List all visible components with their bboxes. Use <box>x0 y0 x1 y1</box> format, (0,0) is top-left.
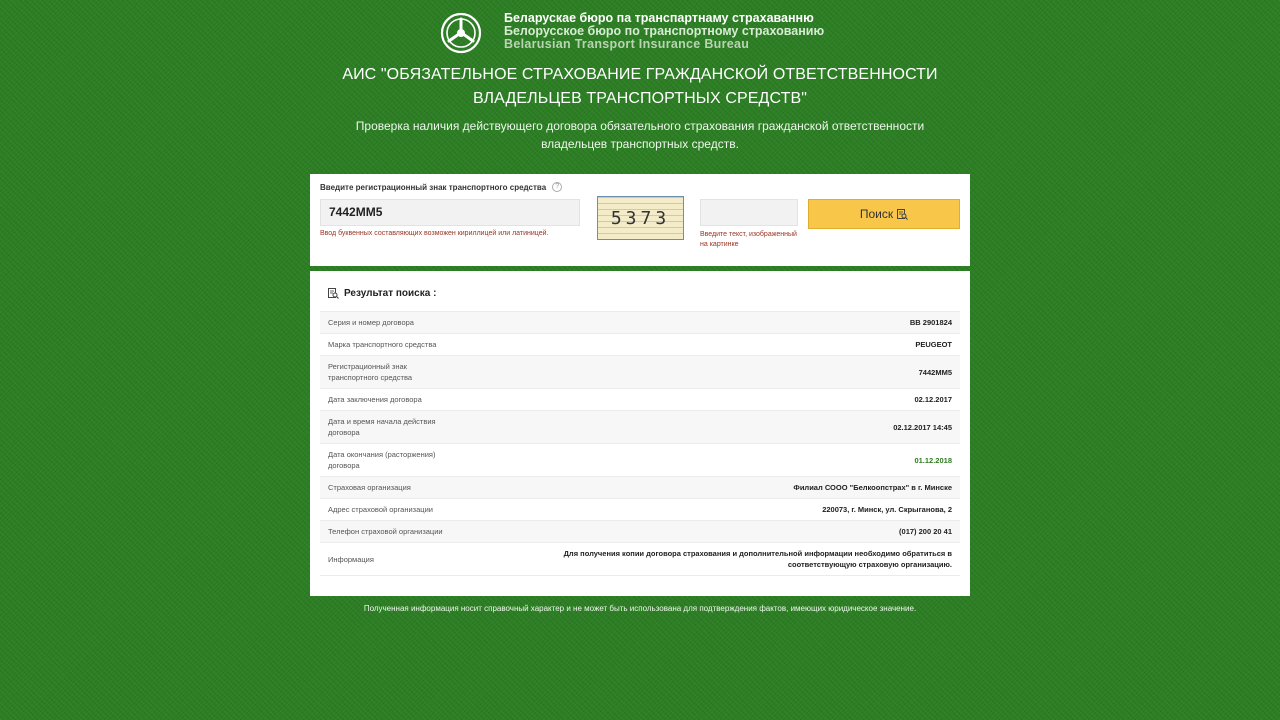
row-label: Адрес страховой организации <box>328 505 433 514</box>
table-row <box>320 411 960 444</box>
reg-number-label <box>320 182 562 192</box>
row-value: 7442MM5 <box>918 367 952 377</box>
brand-names <box>504 12 824 51</box>
row-value: Для получения копии договора страхования и дополнительной информации необходимо обратиться в соответствующую страховую организацию. <box>563 549 952 569</box>
reg-number-hint: Ввод буквенных составляющих возможен кириллицей или латиницей. <box>320 230 549 237</box>
row-label: Информация <box>328 554 374 564</box>
page-subtitle <box>0 117 1280 153</box>
row-value: 02.12.2017 14:45 <box>893 422 952 432</box>
table-row <box>320 356 960 389</box>
captcha-image: 5373 <box>597 196 684 240</box>
row-label: Страховая организация <box>328 483 411 492</box>
result-table <box>320 311 960 576</box>
captcha-input[interactable] <box>700 199 798 226</box>
row-value: PEUGEOT <box>915 340 952 349</box>
row-value: (017) 200 20 41 <box>899 527 952 536</box>
row-label: Дата окончания (расторжения) договора <box>328 450 436 470</box>
captcha-hint <box>700 230 800 250</box>
row-label: Дата и время начала действия договора <box>328 417 436 437</box>
row-value-end-date: 01.12.2018 <box>914 455 952 465</box>
captcha-hint-text: Введите текст, изображенный на картинке <box>700 231 797 248</box>
row-label: Серия и номер договора <box>328 318 414 327</box>
reg-number-label-text: Введите регистрационный знак транспортного средства <box>320 182 547 192</box>
table-row <box>320 477 960 499</box>
reg-number-input[interactable]: 7442MM5 <box>320 199 580 226</box>
page-subtitle-text: Проверка наличия действующего договора обязательного страхования гражданской ответственности владельцев транспортных средств. <box>355 119 925 151</box>
row-label: Регистрационный знак транспортного средства <box>328 362 413 382</box>
row-value: Филиал СООО "Белкоопстрах" в г. Минске <box>793 483 952 492</box>
brand-line-ru: Белорусское бюро по транспортному страхованию <box>504 24 825 38</box>
table-row <box>320 389 960 411</box>
search-button[interactable] <box>808 199 960 229</box>
help-icon[interactable]: ? <box>552 182 562 192</box>
row-value: BB 2901824 <box>909 318 952 327</box>
table-row <box>320 334 960 356</box>
search-result-panel <box>310 271 970 596</box>
steering-wheel-logo-icon <box>440 12 482 54</box>
row-value: 220073, г. Минск, ул. Скрыганова, 2 <box>822 505 952 514</box>
brand-line-be: Беларускае бюро па транспартнаму страхаванню <box>504 11 814 25</box>
table-row <box>320 444 960 477</box>
result-header <box>328 288 436 299</box>
table-row <box>320 312 960 334</box>
table-row <box>320 499 960 521</box>
search-button-label: Поиск <box>859 207 894 221</box>
row-value: 02.12.2017 <box>914 395 952 404</box>
document-search-icon <box>328 288 339 299</box>
row-label: Марка транспортного средства <box>328 340 437 349</box>
result-header-text: Результат поиска : <box>344 288 437 299</box>
document-search-icon <box>897 209 908 220</box>
page-title-text: АИС "ОБЯЗАТЕЛЬНОЕ СТРАХОВАНИЕ ГРАЖДАНСКОЙ ОТВЕТСТВЕННОСТИ ВЛАДЕЛЬЦЕВ ТРАНСПОРТНЫХ СРЕДСТВ" <box>342 66 938 107</box>
page-title <box>0 63 1280 111</box>
row-label: Дата заключения договора <box>328 395 422 404</box>
disclaimer-footer: Полученная информация носит справочный характер и не может быть использована для подтверждения фактов, имеющих юридическое значение. <box>363 604 917 613</box>
row-label: Телефон страховой организации <box>328 527 443 536</box>
table-row <box>320 543 960 576</box>
table-row <box>320 521 960 543</box>
header-logo <box>440 12 824 54</box>
brand-line-en: Belarusian Transport Insurance Bureau <box>504 37 750 51</box>
search-form <box>310 174 970 266</box>
